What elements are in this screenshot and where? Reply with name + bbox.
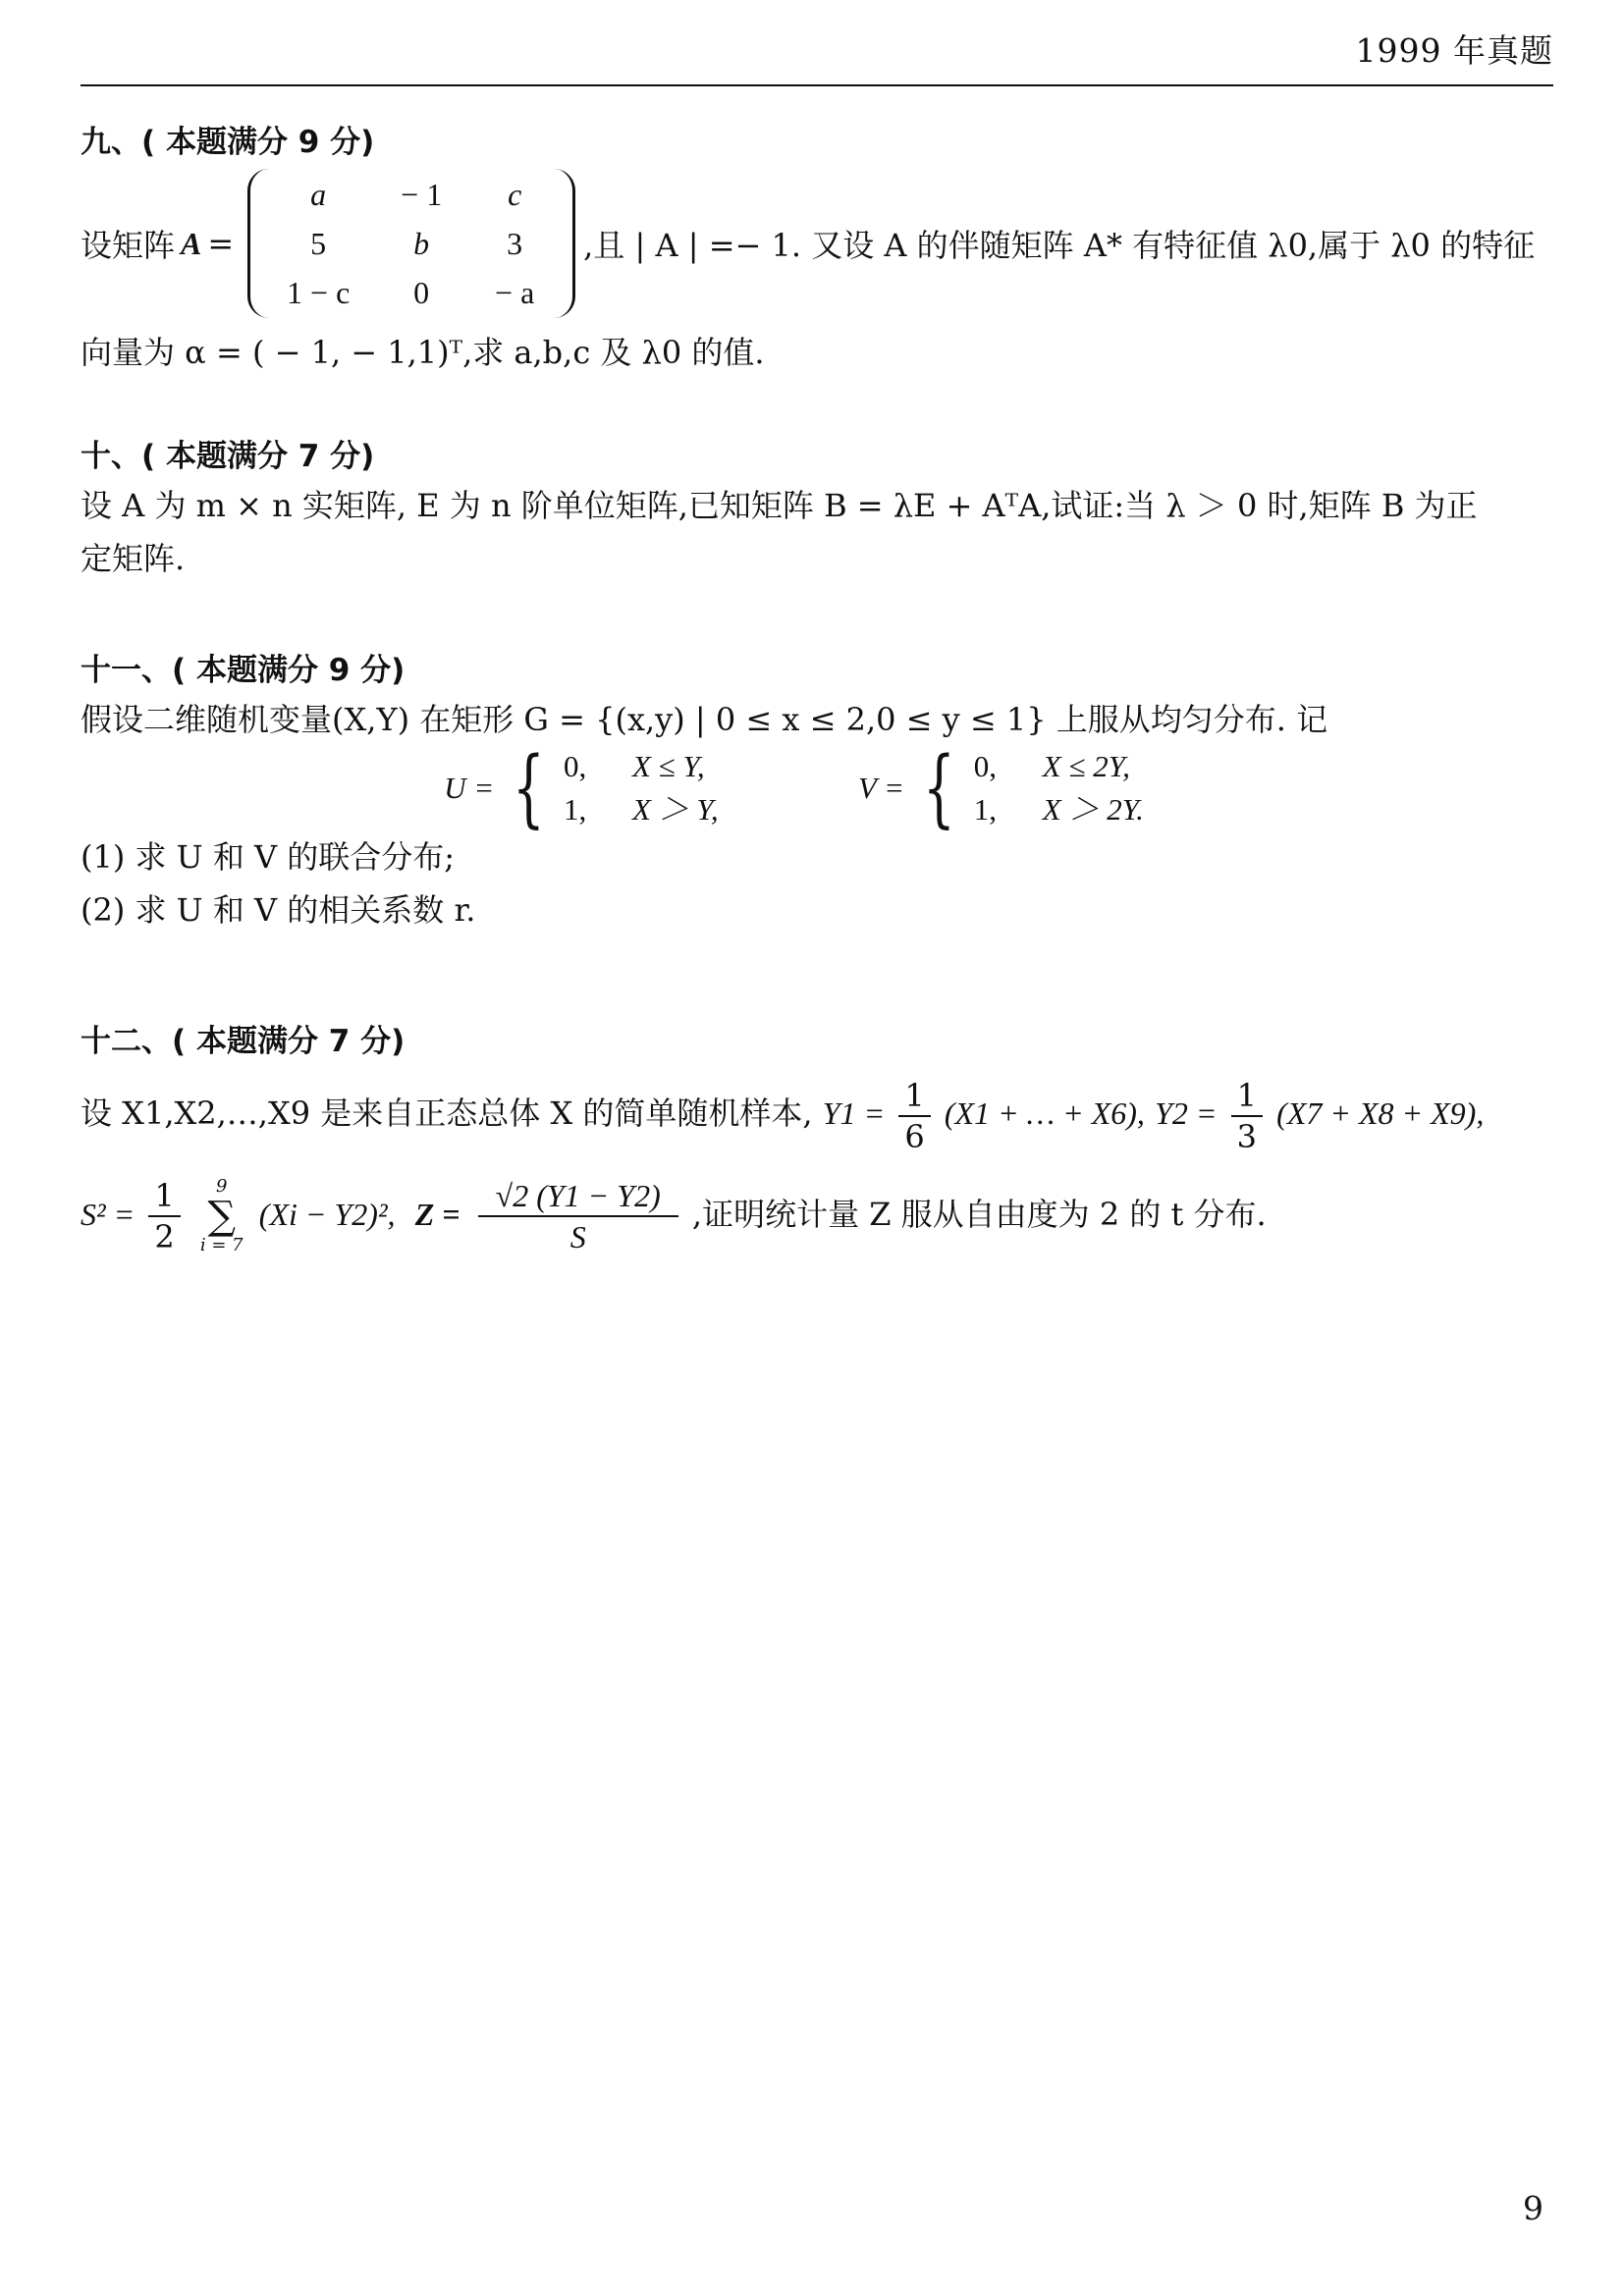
matrix-cell: 1 − c xyxy=(287,275,351,310)
fraction-denominator: 2 xyxy=(154,1218,175,1255)
matrix-cell: − 1 xyxy=(401,177,443,212)
s2-fraction xyxy=(148,1176,180,1256)
z-lhs: Z = xyxy=(414,1196,460,1232)
question-11 xyxy=(81,648,1553,936)
question-10-title: 十、( 本题满分 7 分) xyxy=(81,439,375,474)
s2-rhs: (Xi − Y2)², xyxy=(258,1196,396,1232)
question-9-matrix-line: 设矩阵 A = a − 1 c 5 b 3 1 − c 0 − a ,且 | A | =− 1. 又设 A 的伴随矩阵 A* 有特征值 λ0,属于 λ0 的特征 xyxy=(81,169,1553,318)
fraction-numerator: √2 (Y1 − Y2) xyxy=(478,1176,678,1217)
question-12 xyxy=(81,1019,1553,1258)
case-value: 1, xyxy=(564,792,587,827)
fraction-numerator: 1 xyxy=(1231,1076,1263,1117)
fraction-numerator: 1 xyxy=(898,1076,930,1117)
piecewise-definitions xyxy=(81,739,1553,837)
header-rule xyxy=(81,84,1553,86)
piecewise-u: U = { 0, X ≤ Y, 1, X ＞ Y, xyxy=(444,746,780,830)
summation: 9 ∑ i = 7 xyxy=(199,1176,244,1255)
case-condition: X ＞ 2Y. xyxy=(1042,792,1144,827)
question-12-conclusion: ,证明统计量 Z 服从自由度为 2 的 t 分布. xyxy=(691,1195,1267,1233)
y2-lhs: Y2 = xyxy=(1155,1095,1218,1131)
matrix-cell: − a xyxy=(495,275,535,310)
piecewise-v-name: V = xyxy=(858,771,905,805)
question-12-line-2 xyxy=(81,1170,1553,1258)
page-number: 9 xyxy=(1523,2189,1543,2227)
piecewise-v: V = { 0, X ≤ 2Y, 1, X ＞ 2Y. xyxy=(858,746,1190,830)
matrix-cell: a xyxy=(310,177,327,212)
running-header: 1999 年真题 xyxy=(1355,31,1553,70)
question-10-line-1: 设 A 为 m × n 实矩阵, E 为 n 阶单位矩阵,已知矩阵 B = λE + AᵀA,试证:当 λ ＞ 0 时,矩阵 B 为正 xyxy=(81,487,1478,524)
question-12-intro: 设 X1,X2,…,X9 是来自正态总体 X 的简单随机样本, xyxy=(81,1095,813,1132)
piecewise-u-name: U = xyxy=(444,771,495,805)
case-value: 0, xyxy=(973,749,998,783)
matrix-a xyxy=(247,169,575,318)
question-9-line-2: 向量为 α = ( − 1, − 1,1)ᵀ,求 a,b,c 及 λ0 的值. xyxy=(81,334,765,371)
case-condition: X ≤ 2Y, xyxy=(1042,749,1130,783)
fraction-denominator: 3 xyxy=(1236,1117,1257,1155)
question-11-part-1: (1) 求 U 和 V 的联合分布; xyxy=(81,838,456,876)
fraction-denominator: S xyxy=(569,1219,586,1255)
question-10 xyxy=(81,434,1553,585)
matrix-cell: 3 xyxy=(507,226,523,261)
y1-fraction xyxy=(898,1076,930,1156)
question-11-line-1: 假设二维随机变量(X,Y) 在矩形 G = {(x,y) | 0 ≤ x ≤ 2,0 ≤ y ≤ 1} 上服从均匀分布. 记 xyxy=(81,701,1328,738)
case-value: 1, xyxy=(973,792,998,827)
fraction-denominator: 6 xyxy=(904,1117,925,1155)
matrix-cell: b xyxy=(413,226,430,261)
sum-upper-limit: 9 xyxy=(216,1176,228,1197)
y1-lhs: Y1 = xyxy=(822,1095,886,1131)
question-11-title: 十一、( 本题满分 9 分) xyxy=(81,653,406,688)
y1-rhs: (X1 + … + X6), xyxy=(944,1095,1145,1131)
matrix-name: A xyxy=(181,225,202,261)
question-12-line-1 xyxy=(81,1074,1553,1156)
question-12-title: 十二、( 本题满分 7 分) xyxy=(81,1024,406,1059)
question-9-title: 九、( 本题满分 9 分) xyxy=(81,125,375,160)
question-9-after-matrix: ,且 | A | =− 1. 又设 A 的伴随矩阵 A* 有特征值 λ0,属于 λ0 的特征 xyxy=(583,227,1536,264)
case-condition: X ≤ Y, xyxy=(632,749,705,783)
question-9-lead: 设矩阵 xyxy=(81,227,176,264)
fraction-numerator: 1 xyxy=(148,1176,180,1217)
matrix-cell: c xyxy=(508,177,522,212)
matrix-cell: 5 xyxy=(310,226,327,261)
question-10-line-2: 定矩阵. xyxy=(81,540,186,577)
s2-lhs: S² = xyxy=(81,1196,135,1232)
z-fraction xyxy=(478,1176,678,1256)
matrix-cell: 0 xyxy=(413,275,430,310)
y2-fraction xyxy=(1231,1076,1263,1156)
case-condition: X ＞ Y, xyxy=(632,792,719,827)
y2-rhs: (X7 + X8 + X9), xyxy=(1276,1095,1485,1131)
question-11-part-2: (2) 求 U 和 V 的相关系数 r. xyxy=(81,891,476,929)
question-9 xyxy=(81,120,1553,379)
sum-lower-limit: i = 7 xyxy=(199,1235,244,1255)
case-value: 0, xyxy=(564,749,587,783)
